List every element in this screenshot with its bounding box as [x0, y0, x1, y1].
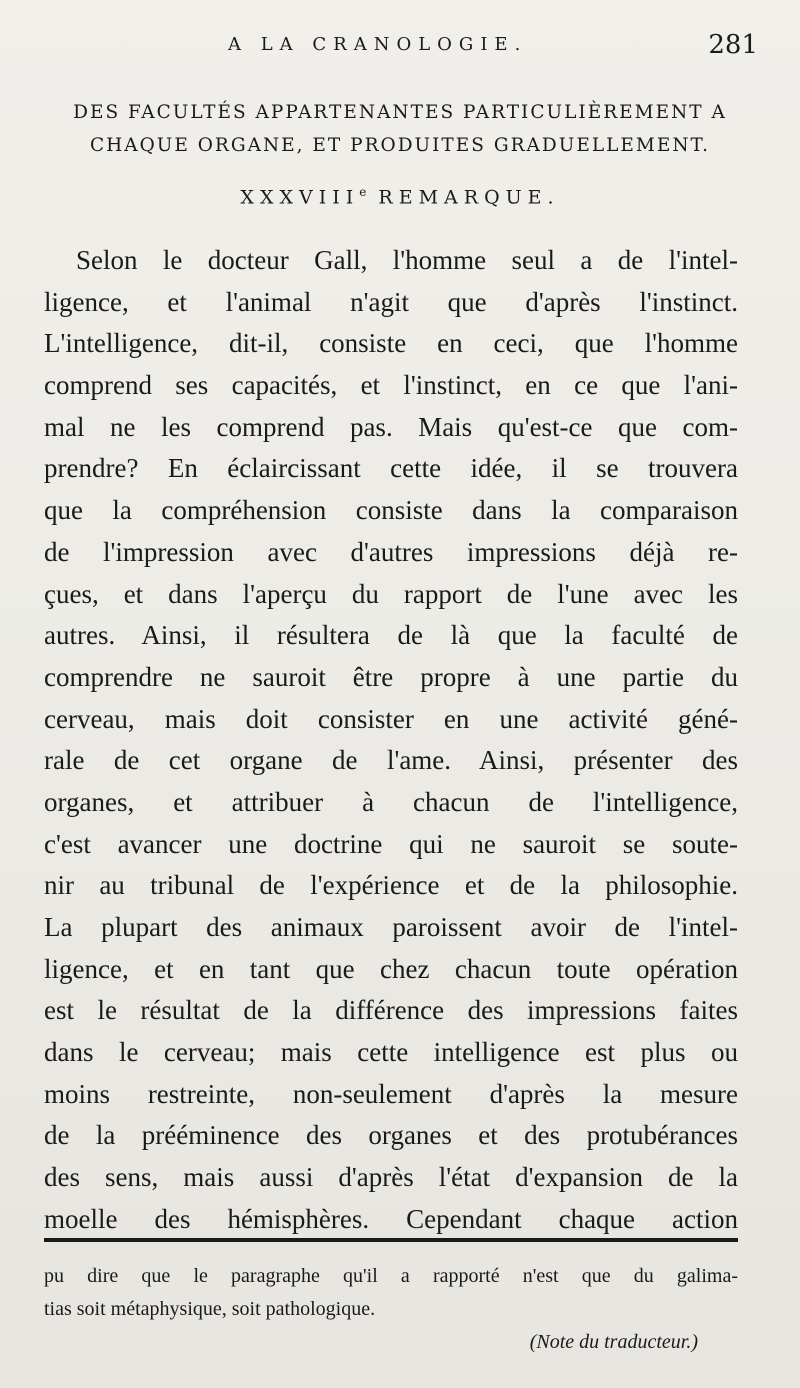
body-line: rale de cet organe de l'ame. Ainsi, présenter des	[44, 745, 738, 776]
body-line: organes, et attribuer à chacun de l'intelligence,	[44, 786, 738, 817]
body-line: de l'impression avec d'autres impressions déjà re-	[44, 536, 738, 567]
running-title: A LA CRANOLOGIE.	[228, 34, 528, 55]
remark-word: REMARQUE.	[378, 186, 560, 209]
body-line: est le résultat de la différence des impressions faites	[44, 995, 738, 1026]
body-line: cerveau, mais doit consister en une activité géné-	[44, 703, 738, 734]
remark-title	[0, 185, 800, 208]
body-text	[44, 240, 738, 1241]
body-line: Selon le docteur Gall, l'homme seul a de l'intel-	[76, 245, 738, 275]
body-line: moins restreinte, non-seulement d'après la mesure	[44, 1078, 738, 1109]
body-line: comprend ses capacités, et l'instinct, en ce que l'ani-	[44, 370, 738, 401]
footnote	[44, 1260, 738, 1359]
body-line: prendre? En éclaircissant cette idée, il se trouvera	[44, 453, 738, 484]
section-heading	[30, 96, 770, 162]
section-heading-line-1: DES FACULTÉS APPARTENANTES PARTICULIÈREMENT A	[73, 102, 727, 123]
body-line: dans le cerveau; mais cette intelligence est plus ou	[44, 1037, 738, 1068]
footnote-line-1: pu dire que le paragraphe qu'il a rapporté n'est que du galima-	[44, 1265, 738, 1287]
footnote-line-2: tias soit métaphysique, soit pathologique.	[44, 1298, 376, 1320]
body-line: moelle des hémisphères. Cependant chaque action	[44, 1203, 738, 1234]
body-line: des sens, mais aussi d'après l'état d'expansion de la	[44, 1162, 738, 1193]
body-line: de la prééminence des organes et des protubérances	[44, 1120, 738, 1151]
body-line: autres. Ainsi, il résultera de là que la faculté de	[44, 620, 738, 651]
running-head	[0, 30, 800, 64]
page-number: 281	[708, 30, 758, 60]
body-line: c'est avancer une doctrine qui ne sauroit se soute-	[44, 828, 738, 859]
body-line: La plupart des animaux paroissent avoir de l'intel-	[44, 912, 738, 942]
footnote-signature: (Note du traducteur.)	[529, 1331, 698, 1353]
footnote-rule	[44, 1238, 738, 1242]
section-heading-line-2: CHAQUE ORGANE, ET PRODUITES GRADUELLEMENT.	[89, 135, 711, 156]
body-line: ligence, et en tant que chez chacun toute opération	[44, 953, 738, 984]
body-line: que la compréhension consiste dans la comparaison	[44, 495, 738, 526]
body-line: ligence, et l'animal n'agit que d'après l'instinct.	[44, 286, 738, 317]
remark-numeral: XXXVIII	[240, 186, 360, 209]
body-line: çues, et dans l'aperçu du rapport de l'une avec les	[44, 578, 738, 609]
body-line: mal ne les comprend pas. Mais qu'est-ce que com-	[44, 411, 738, 442]
body-line: L'intelligence, dit-il, consiste en ceci, que l'homme	[44, 328, 738, 359]
body-line: comprendre ne sauroit être propre à une partie du	[44, 661, 738, 692]
remark-superscript: e	[359, 185, 367, 199]
body-line: nir au tribunal de l'expérience et de la philosophie.	[44, 870, 738, 901]
